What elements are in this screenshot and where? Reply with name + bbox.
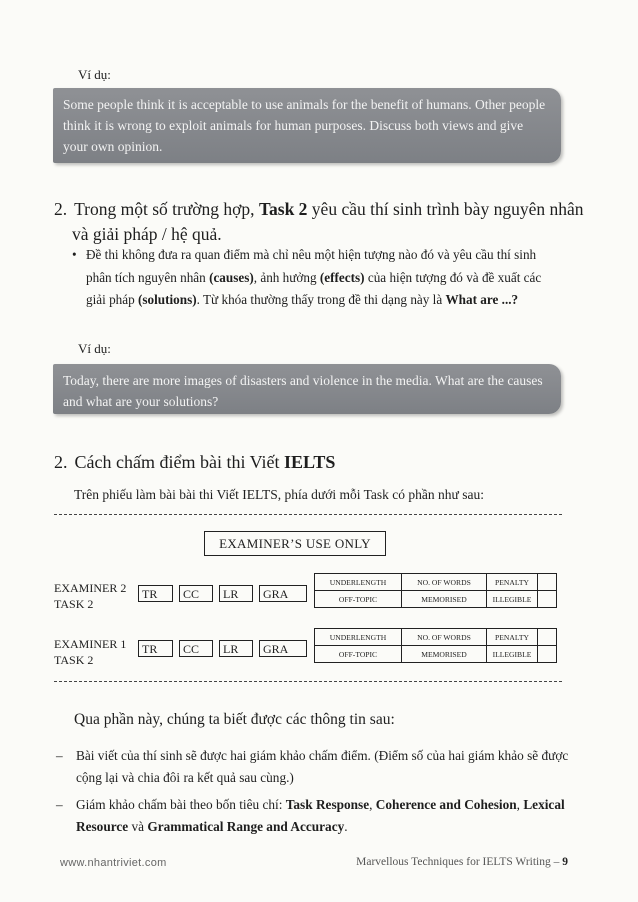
score-box-lr[interactable]: LR — [219, 640, 253, 657]
score-box-gra[interactable]: GRA — [259, 585, 307, 602]
flag-penalty: PENALTY — [487, 574, 538, 591]
flag-memorised: MEMORISED — [402, 646, 487, 663]
section-heading-task2: 2. Trong một số trường hợp, Task 2 yêu cầu thí sinh trình bày nguyên nhân và giải pháp / hệ quả. — [54, 199, 584, 244]
page-number: 9 — [562, 856, 568, 868]
flag-checkbox[interactable] — [538, 629, 557, 646]
bullet-paragraph: • Đề thi không đưa ra quan điểm mà chỉ nêu một hiện tượng nào đó và yêu cầu thí sinh phân tích nguyên nhân (causes), ảnh hưởng (effects) của hiện tượng đó và đề xuất các giải pháp (solutions). Từ khóa thường thấy trong đề thi dạng này là What are ...? — [72, 244, 542, 312]
flag-no-of-words: NO. OF WORDS — [402, 629, 487, 646]
examiner-use-only-box: EXAMINER’S USE ONLY — [204, 531, 386, 556]
flag-off-topic: OFF-TOPIC — [315, 591, 402, 608]
flag-checkbox[interactable] — [538, 646, 557, 663]
footer-website: www.nhantriviet.com — [60, 857, 167, 869]
score-box-cc[interactable]: CC — [179, 585, 213, 602]
footer-page-info: Marvellous Techniques for IELTS Writing – 9 — [356, 856, 568, 868]
flag-off-topic: OFF-TOPIC — [315, 646, 402, 663]
flag-no-of-words: NO. OF WORDS — [402, 574, 487, 591]
bullet-icon: • — [72, 247, 77, 262]
dashed-divider — [54, 514, 562, 515]
section-heading-scoring: 2. Cách chấm điểm bài thi Viết IELTS — [54, 452, 336, 472]
score-box-tr[interactable]: TR — [138, 585, 173, 602]
flag-underlength: UNDERLENGTH — [315, 629, 402, 646]
flag-penalty: PENALTY — [487, 629, 538, 646]
score-box-cc[interactable]: CC — [179, 640, 213, 657]
flag-checkbox[interactable] — [538, 591, 557, 608]
summary-item: – Bài viết của thí sinh sẽ được hai giám khảo chấm điểm. (Điểm số của hai giám khảo sẽ được cộng lại và chia đôi ra kết quả sau cùng.) — [56, 745, 576, 789]
summary-item: – Giám khảo chấm bài theo bốn tiêu chí: Task Response, Coherence and Cohesion, Lexical Resource và Grammatical Range and Accuracy. — [56, 794, 576, 838]
example-label: Ví dụ: — [78, 67, 111, 82]
dashed-divider — [54, 681, 562, 682]
summary-title: Qua phần này, chúng ta biết được các thông tin sau: — [74, 711, 395, 728]
flag-illegible: ILLEGIBLE — [487, 591, 538, 608]
examiner-label: EXAMINER 2 TASK 2 — [54, 581, 127, 611]
dash-bullet-icon: – — [56, 797, 63, 812]
flag-table — [314, 628, 557, 663]
examiner-label: EXAMINER 1 TASK 2 — [54, 637, 127, 667]
intro-text: Trên phiếu làm bài bài thi Viết IELTS, phía dưới mỗi Task có phần như sau: — [74, 487, 484, 502]
flag-checkbox[interactable] — [538, 574, 557, 591]
score-boxes — [138, 585, 307, 602]
score-box-tr[interactable]: TR — [138, 640, 173, 657]
score-box-lr[interactable]: LR — [219, 585, 253, 602]
flag-underlength: UNDERLENGTH — [315, 574, 402, 591]
flag-table — [314, 573, 557, 608]
score-box-gra[interactable]: GRA — [259, 640, 307, 657]
example-prompt-box: Today, there are more images of disasters and violence in the media. What are the causes and what are your solutions? — [53, 364, 561, 414]
example-label: Ví dụ: — [78, 341, 111, 356]
dash-bullet-icon: – — [56, 748, 63, 763]
flag-memorised: MEMORISED — [402, 591, 487, 608]
example-prompt-box: Some people think it is acceptable to use animals for the benefit of humans. Other people think it is wrong to exploit animals for human purposes. Discuss both views and give your own opinion. — [53, 88, 561, 163]
score-boxes — [138, 640, 307, 657]
flag-illegible: ILLEGIBLE — [487, 646, 538, 663]
